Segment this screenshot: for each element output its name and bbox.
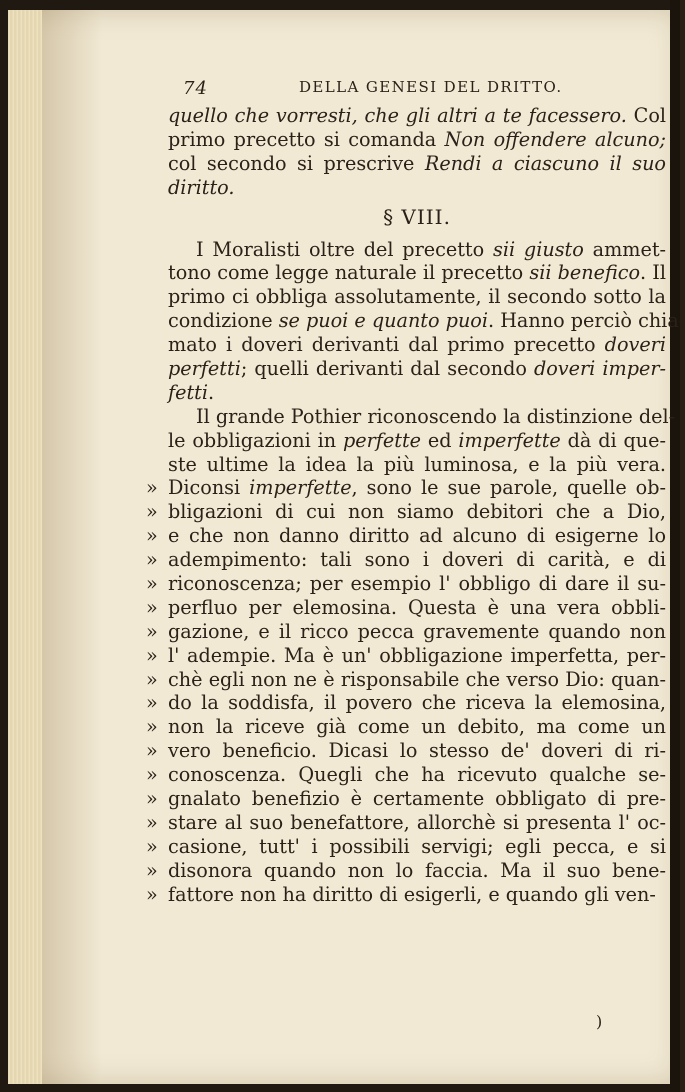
quote-mark: » [146, 572, 158, 596]
text-line [168, 128, 666, 152]
body-text [146, 104, 685, 907]
text-span: col secondo si prescrive [168, 151, 425, 175]
quote-mark: » [146, 476, 158, 500]
italic-span: diritto. [168, 175, 235, 199]
text-span: primo ci obbliga assolutamente, il secondo sotto la [168, 285, 666, 309]
text-span: dà di que- [560, 428, 666, 452]
text-span: le obbligazioni in [168, 428, 343, 452]
text-line [168, 238, 666, 262]
quote-mark: » [146, 787, 158, 811]
italic-span: se puoi e quanto puoi [278, 309, 488, 333]
stray-mark: ) [596, 1012, 603, 1031]
text-span: ed [421, 428, 459, 452]
text-line [146, 667, 666, 692]
italic-span: doveri [604, 333, 666, 357]
paragraph-pothier [146, 404, 676, 907]
text-line [146, 810, 666, 835]
text-span: gnalato benefizio è certamente obbligato di pre- [168, 787, 666, 811]
text-span: stare al suo benefattore, allorchè si presenta l' oc- [168, 810, 666, 834]
text-line [168, 429, 666, 453]
text-line [168, 176, 666, 200]
text-span: bligazioni di cui non siamo debitori che a Dio, [168, 500, 666, 524]
text-line [146, 500, 666, 524]
text-line [168, 261, 666, 285]
text-line [146, 572, 666, 596]
text-span: riconoscenza; per esempio l' obbligo di dare il su- [168, 572, 666, 596]
text-span: casione, tutt' i possibili servigi; egli pecca, e si [168, 834, 666, 858]
text-line [168, 453, 666, 477]
intro-lines [168, 104, 666, 200]
text-span: fattore non ha diritto di esigerli, e quando gli ven- [168, 882, 656, 906]
text-line [146, 715, 666, 739]
text-span: perfluo per elemosina. Questa è una vera obbli- [168, 595, 666, 619]
quote-mark: » [146, 548, 158, 572]
running-head: DELLA GENESI DEL DRITTO. [299, 78, 563, 96]
text-line [146, 882, 666, 907]
text-line [146, 858, 666, 883]
text-span: Col [626, 104, 667, 127]
text-span: conoscenza. Quegli che ha ricevuto qualche se- [168, 763, 666, 787]
quote-mark: » [146, 763, 158, 787]
text-line [168, 309, 685, 333]
text-line [168, 104, 666, 128]
text-span: Diconsi [168, 476, 250, 500]
text-line [146, 548, 666, 572]
quote-mark: » [146, 643, 158, 667]
text-span: ; quelli derivanti dal secondo [240, 357, 534, 381]
gutter-shadow [42, 10, 102, 1084]
italic-span: fetti [168, 380, 209, 404]
text-span: , sono le sue parole, quelle ob- [351, 476, 666, 500]
text-line [168, 381, 666, 405]
quote-mark: » [146, 858, 158, 882]
text-span: non la riceve già come un debito, ma come un [168, 715, 666, 739]
italic-span: quello che vorresti, che gli altri a te facessero. [168, 104, 627, 127]
text-line [146, 787, 666, 811]
text-span: condizione [168, 309, 279, 333]
text-span: ammet- [583, 237, 667, 261]
quote-mark: » [146, 595, 158, 619]
text-span: adempimento: tali sono i doveri di carità, e di [168, 548, 666, 572]
quote-mark: » [146, 619, 158, 643]
quote-mark: » [146, 667, 158, 691]
text-span: mato i doveri derivanti dal primo precetto [168, 333, 605, 357]
quote-mark: » [146, 882, 158, 906]
text-span: disonora quando non lo faccia. Ma il suo bene- [168, 858, 666, 882]
text-line [146, 643, 666, 668]
italic-span: imperfette [249, 476, 352, 500]
text-span: . Il [640, 261, 666, 285]
text-line [146, 595, 666, 620]
text-line [146, 834, 666, 859]
text-span: ste ultime la idea la più luminosa, e la più vera. [168, 452, 666, 476]
text-line [146, 619, 666, 644]
text-span: chè egli non ne è risponsabile che verso Dio: quan- [168, 667, 666, 691]
quote-mark: » [146, 524, 158, 548]
binding-edge [670, 0, 680, 1092]
quote-mark: » [146, 834, 158, 858]
quote-mark: » [146, 715, 158, 739]
text-line [146, 524, 666, 548]
text-span: . [208, 380, 215, 404]
page-edges [8, 10, 42, 1084]
text-span: do la soddisfa, il povero che riceva la elemosina, [168, 691, 666, 715]
paragraph-moralisti [168, 237, 685, 405]
italic-span: sii giusto [493, 237, 584, 261]
quote-mark: » [146, 691, 158, 715]
text-span: Il grande Pothier riconoscendo la distinzione del- [196, 404, 676, 428]
quote-mark: » [146, 739, 158, 763]
text-line [146, 739, 666, 763]
text-span: vero beneficio. Dicasi lo stesso de' doveri di ri- [168, 739, 666, 763]
quote-mark: » [146, 500, 158, 524]
italic-span: perfette [342, 428, 422, 452]
italic-span: doveri imper- [533, 357, 666, 381]
text-line [146, 476, 666, 500]
text-line [168, 404, 676, 429]
text-span: primo precetto si comanda [168, 127, 445, 151]
text-line [168, 285, 666, 309]
italic-span: perfetti [168, 357, 241, 381]
italic-span: Rendi a ciascuno il suo [424, 151, 666, 175]
page-header [183, 76, 663, 102]
text-line [146, 763, 666, 787]
text-span: tono come legge naturale il precetto [168, 261, 530, 285]
text-line [146, 691, 666, 715]
text-line [168, 357, 666, 381]
italic-span: sii benefico [529, 261, 641, 285]
text-span: . Hanno perciò chia- [488, 309, 685, 333]
text-line [168, 333, 666, 357]
text-span: gazione, e il ricco pecca gravemente quando non [168, 619, 666, 643]
italic-span: Non offendere alcuno; [444, 127, 666, 151]
text-span: e che non danno diritto ad alcuno di esigerne lo [168, 524, 666, 548]
text-span: I Moralisti oltre del precetto [196, 237, 493, 261]
quote-mark: » [146, 810, 158, 834]
page-number: 74 [183, 78, 208, 99]
italic-span: imperfette [458, 428, 561, 452]
text-line [168, 152, 666, 176]
text-span: l' adempie. Ma è un' obbligazione imperfetta, per- [168, 643, 666, 667]
section-heading: § VIII. [383, 204, 451, 229]
